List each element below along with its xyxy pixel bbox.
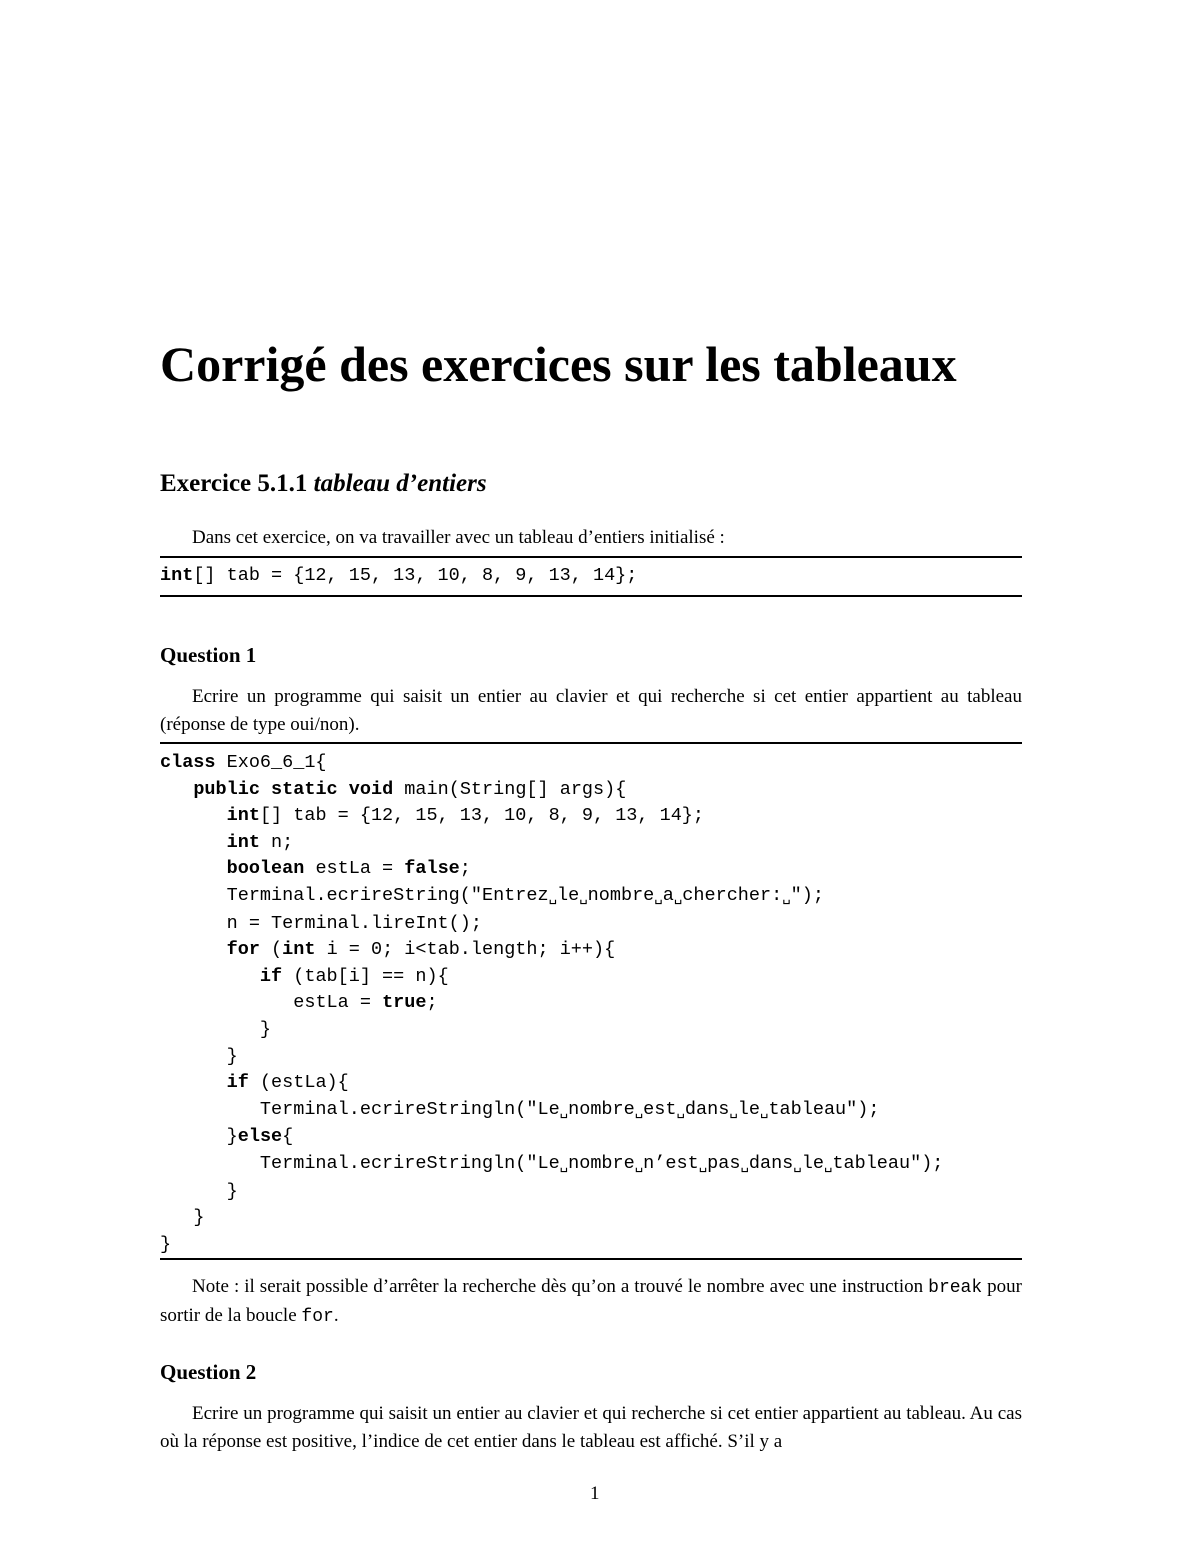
page-title: Corrigé des exercices sur les tableaux <box>160 336 957 392</box>
code-text: "); <box>790 884 824 906</box>
code-text: estLa = <box>293 992 383 1014</box>
inline-code: for <box>301 1307 334 1327</box>
code-text: tableau"); <box>768 1098 880 1120</box>
code-text: main(String[] args){ <box>393 778 627 800</box>
code-rule-bottom <box>160 595 1022 597</box>
visible-space: ␣ <box>740 1156 749 1173</box>
visible-space: ␣ <box>579 888 588 905</box>
code-text: (tab[i] == n){ <box>282 965 449 987</box>
code-text: nombre <box>568 1098 635 1120</box>
code-keyword: int <box>226 805 260 827</box>
visible-space: ␣ <box>673 888 683 905</box>
code-text: nombre <box>587 884 655 906</box>
code-text: } <box>226 1045 238 1067</box>
code-text: } <box>226 1126 238 1148</box>
code-text: [] tab = {12, 15, 13, 10, 8, 9, 13, 14}; <box>259 805 705 827</box>
code-text: Exo6_6_1{ <box>215 752 327 773</box>
visible-space: ␣ <box>559 1102 569 1119</box>
code-keyword: if <box>226 1072 249 1094</box>
code-text: le <box>557 884 580 906</box>
code-rule-top <box>160 742 1022 744</box>
visible-space: ␣ <box>782 888 791 905</box>
note-text: pour sortir de la boucle <box>160 1276 1023 1326</box>
code-rule-bottom <box>160 1258 1022 1260</box>
intro-paragraph: Dans cet exercice, on va travailler avec un tableau d’entiers initialisé : <box>192 527 725 548</box>
visible-space: ␣ <box>634 1156 644 1173</box>
visible-space: ␣ <box>823 1156 833 1173</box>
code-text: } <box>160 1233 172 1255</box>
code-text: ; <box>459 858 471 880</box>
visible-space: ␣ <box>729 1102 738 1119</box>
code-keyword: false <box>404 858 460 880</box>
visible-space: ␣ <box>634 1102 644 1119</box>
code-rule-top <box>160 556 1022 558</box>
question-1-code <box>160 750 943 1258</box>
code-text: a <box>662 884 674 906</box>
code-text: chercher: <box>682 884 783 906</box>
code-keyword: int <box>160 565 194 586</box>
code-keyword: class <box>160 752 216 773</box>
question-2-text: Ecrire un programme qui saisit un entier au clavier et qui recherche si cet entier appartient au tableau. Au cas où la réponse est positive, l’indice de cet entier dans le tableau est affiché. S’il y a <box>160 1403 1022 1452</box>
question-1-note <box>160 1273 1022 1331</box>
visible-space: ␣ <box>698 1156 708 1173</box>
code-text: } <box>259 1018 272 1040</box>
code-text: n’est <box>643 1152 699 1174</box>
question-2-title: Question 2 <box>160 1360 257 1384</box>
code-text: Terminal.ecrireStringln("Le <box>259 1098 560 1120</box>
code-keyword: static <box>271 778 338 800</box>
code-keyword: for <box>226 939 260 961</box>
exercise-label: Exercice 5.1.1 <box>160 470 308 497</box>
code-text: Terminal.ecrireString("Entrez <box>226 884 549 906</box>
visible-space: ␣ <box>654 888 663 905</box>
code-text: ( <box>259 939 283 961</box>
visible-space: ␣ <box>676 1102 685 1119</box>
code-text: est <box>643 1098 677 1120</box>
code-text: Terminal.ecrireStringln("Le <box>259 1152 560 1174</box>
init-code-block <box>160 563 637 590</box>
code-text: dans <box>748 1152 794 1174</box>
exercise-subtitle: tableau d’entiers <box>313 470 487 497</box>
code-text: (estLa){ <box>248 1072 349 1094</box>
code-text: [] tab = {12, 15, 13, 10, 8, 9, 13, 14}; <box>193 565 638 586</box>
question-1-title: Question 1 <box>160 643 257 667</box>
visible-space: ␣ <box>559 1156 569 1173</box>
code-text: estLa = <box>304 858 405 880</box>
code-keyword: int <box>282 939 316 961</box>
note-text: Note : il serait possible d’arrêter la recherche dès qu’on a trouvé le nombre avec une instruction <box>192 1276 924 1297</box>
inline-code: break <box>928 1278 983 1298</box>
code-keyword: if <box>259 965 283 987</box>
question-1-text: Ecrire un programme qui saisit un entier au clavier et qui recherche si cet entier appartient au tableau (réponse de type oui/non). <box>160 686 1022 735</box>
code-text: le <box>801 1152 824 1174</box>
code-text: pas <box>707 1152 741 1174</box>
code-text: { <box>282 1126 294 1148</box>
code-text: tableau"); <box>832 1152 944 1174</box>
code-keyword: boolean <box>226 858 305 880</box>
code-text: } <box>193 1207 205 1229</box>
note-text: . <box>333 1305 339 1326</box>
exercise-title <box>160 470 487 498</box>
code-text: } <box>226 1180 238 1202</box>
code-keyword: true <box>382 992 427 1014</box>
code-text: nombre <box>568 1152 635 1174</box>
code-keyword: int <box>226 831 260 853</box>
page-number: 1 <box>590 1483 600 1504</box>
visible-space: ␣ <box>548 888 558 905</box>
code-text: n; <box>259 831 294 853</box>
code-text: i = 0; i<tab.length; i++){ <box>315 939 616 961</box>
code-text: le <box>737 1098 760 1120</box>
code-keyword: else <box>237 1126 283 1148</box>
code-text: ; <box>426 992 438 1014</box>
visible-space: ␣ <box>760 1102 769 1119</box>
code-keyword: void <box>348 778 394 800</box>
visible-space: ␣ <box>793 1156 802 1173</box>
code-text: dans <box>684 1098 730 1120</box>
code-text: n = Terminal.lireInt(); <box>226 912 482 934</box>
code-keyword: public <box>193 778 260 800</box>
